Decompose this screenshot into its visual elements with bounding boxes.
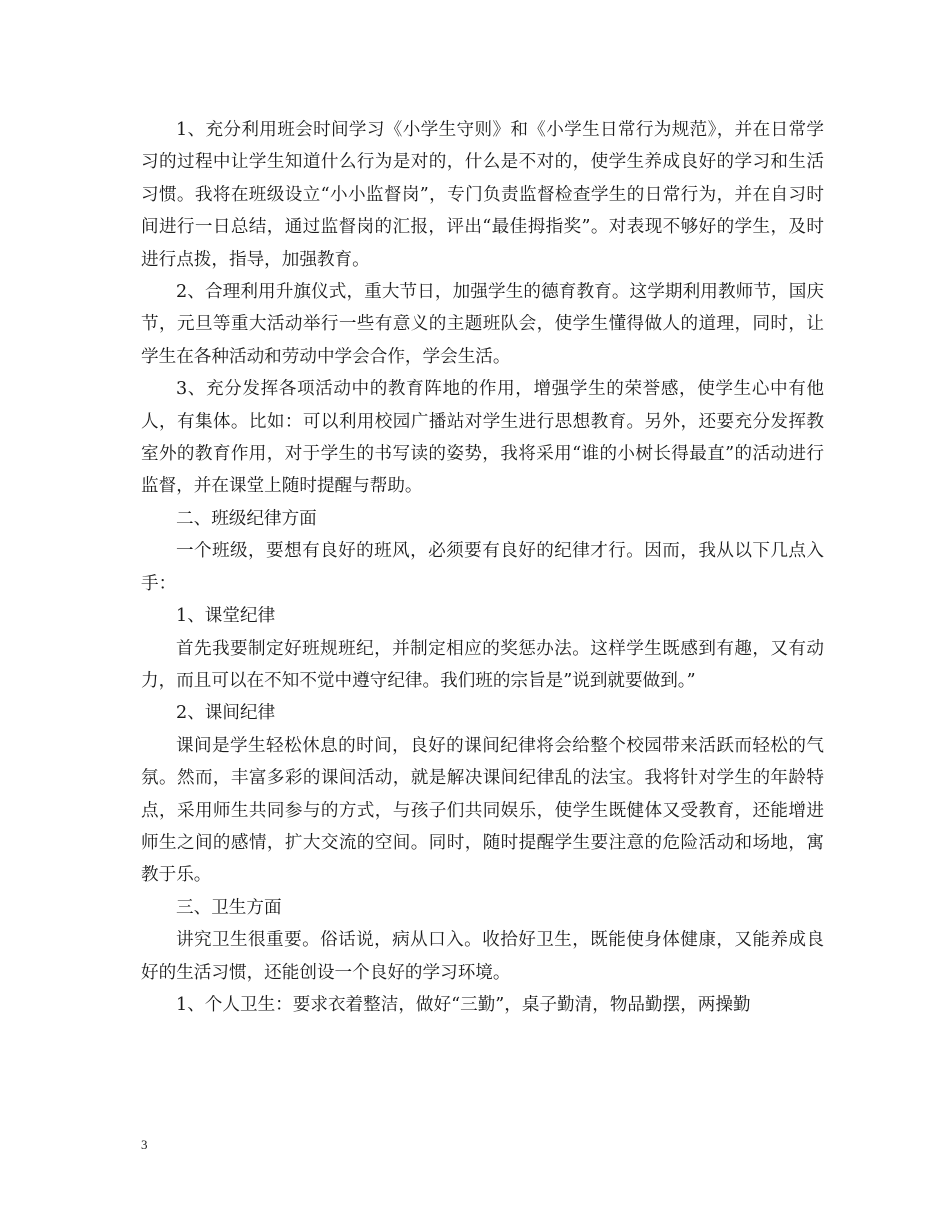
paragraph-flag-ceremony: 2、合理利用升旗仪式，重大节日，加强学生的德育教育。这学期利用教师节，国庆节，元旦等重大活动举行一些有意义的主题班队会，使学生懂得做人的道理，同时，让学生在各种活动和劳动中学会合作，学会生活。 <box>141 282 824 367</box>
paragraph-discipline-intro: 一个班级，要想有良好的班风，必须要有良好的纪律才行。因而，我从以下几点入手： <box>141 541 824 594</box>
paragraph-classroom-rules: 首先我要制定好班规班纪，并制定相应的奖惩办法。这样学生既感到有趣，又有动力，而且可以在不知不觉中遵守纪律。我们班的宗旨是”说到就要做到。” <box>141 638 824 691</box>
paragraph-activity-education: 3、充分发挥各项活动中的教育阵地的作用，增强学生的荣誉感，使学生心中有他人，有集体。比如：可以利用校园广播站对学生进行思想教育。另外，还要充分发挥教室外的教育作用，对于学生的书写读的姿势，我将采用“谁的小树长得最直”的活动进行监督，并在课堂上随时提醒与帮助。 <box>141 379 824 497</box>
subheading-recess-discipline: 2、课间纪律 <box>176 703 276 724</box>
document-body <box>141 114 824 1021</box>
subheading-classroom-discipline: 1、课堂纪律 <box>176 606 276 627</box>
paragraph-recess-activities: 课间是学生轻松休息的时间，良好的课间纪律将会给整个校园带来活跃而轻松的气氛。然而，丰富多彩的课间活动，就是解决课间纪律乱的法宝。我将针对学生的年龄特点，采用师生共同参与的方式，与孩子们共同娱乐，使学生既健体又受教育，还能增进师生之间的感情，扩大交流的空间。同时，随时提醒学生要注意的危险活动和场地，寓教于乐。 <box>141 735 824 886</box>
paragraph-behavior-norms: 1、充分利用班会时间学习《小学生守则》和《小学生日常行为规范》，并在日常学习的过程中让学生知道什么行为是对的，什么是不对的，使学生养成良好的学习和生活习惯。我将在班级设立“小小监督岗”，专门负责监督检查学生的日常行为，并在自习时间进行一日总结，通过监督岗的汇报，评出“最佳拇指奖”。对表现不够好的学生，及时进行点拨，指导，加强教育。 <box>141 120 824 270</box>
paragraph-personal-hygiene: 1、个人卫生：要求衣着整洁，做好“三勤”，桌子勤清，物品勤摆，两操勤 <box>176 994 751 1015</box>
section-heading-hygiene: 三、卫生方面 <box>176 897 282 918</box>
section-heading-discipline: 二、班级纪律方面 <box>176 508 317 529</box>
page-number: 3 <box>141 1137 148 1152</box>
paragraph-hygiene-intro: 讲究卫生很重要。俗话说，病从口入。收拾好卫生，既能使身体健康，又能养成良好的生活习惯，还能创设一个良好的学习环境。 <box>141 930 824 983</box>
